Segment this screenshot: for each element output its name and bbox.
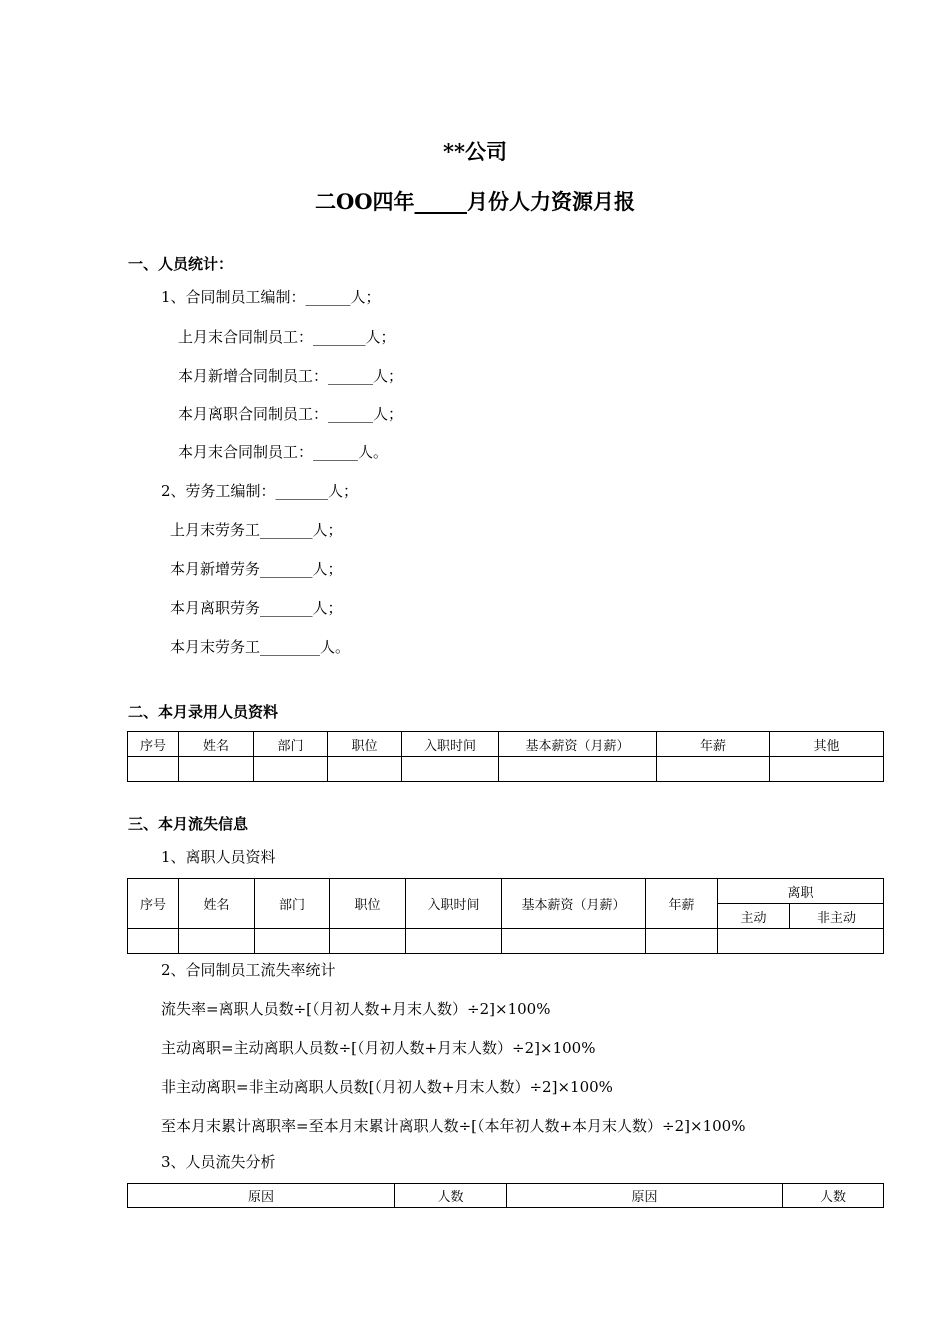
hire-table-row xyxy=(128,757,884,782)
hire-col-annual: 年薪 xyxy=(657,732,770,757)
analysis-table xyxy=(127,1183,884,1208)
table-cell[interactable] xyxy=(402,757,499,782)
report-title: 二OO四年_____月份人力资源月报 xyxy=(314,189,636,214)
formula-turnover-rate: 流失率=离职人员数÷[（月初人数+月末人数）÷2]×100% xyxy=(161,1000,551,1018)
table-cell[interactable] xyxy=(499,757,657,782)
analysis-col-count-2: 人数 xyxy=(783,1184,884,1208)
table-cell[interactable] xyxy=(179,929,255,954)
leave-table xyxy=(127,878,884,954)
leave-col-annual: 年薪 xyxy=(646,879,718,929)
table-cell[interactable] xyxy=(255,929,330,954)
leave-col-involuntary: 非主动 xyxy=(790,904,884,929)
hire-col-name: 姓名 xyxy=(179,732,254,757)
leave-col-position: 职位 xyxy=(330,879,406,929)
leave-table-header xyxy=(128,879,884,904)
table-cell[interactable] xyxy=(128,757,179,782)
turnover-subheading: 2、合同制员工流失率统计 xyxy=(161,961,336,979)
analysis-col-reason-2: 原因 xyxy=(507,1184,783,1208)
leave-col-name: 姓名 xyxy=(179,879,255,929)
hire-col-dept: 部门 xyxy=(254,732,328,757)
formula-cumulative: 至本月末累计离职率=至本月末累计离职人数÷[（本年初人数+本月末人数）÷2]×100% xyxy=(161,1117,746,1135)
table-cell[interactable] xyxy=(718,929,884,954)
leave-col-voluntary: 主动 xyxy=(718,904,790,929)
leave-col-group: 离职 xyxy=(718,879,884,904)
table-cell[interactable] xyxy=(254,757,328,782)
leave-col-dept: 部门 xyxy=(255,879,330,929)
contract-new-line: 本月新增合同制员工：______人； xyxy=(178,367,404,385)
table-cell[interactable] xyxy=(657,757,770,782)
formula-voluntary: 主动离职=主动离职人员数÷[（月初人数+月末人数）÷2]×100% xyxy=(161,1039,596,1057)
leave-table-row xyxy=(128,929,884,954)
section1-heading: 一、人员统计： xyxy=(128,255,234,273)
table-cell[interactable] xyxy=(179,757,254,782)
contract-end-line: 本月末合同制员工：______人。 xyxy=(178,443,389,461)
hire-col-salary: 基本薪资（月薪） xyxy=(499,732,657,757)
labor-left-line: 本月离职劳务_______人； xyxy=(170,599,343,617)
hire-col-index: 序号 xyxy=(128,732,179,757)
leave-col-index: 序号 xyxy=(128,879,179,929)
analysis-table-header xyxy=(128,1184,884,1208)
table-cell[interactable] xyxy=(330,929,406,954)
labor-end-line: 本月末劳务工________人。 xyxy=(170,638,351,656)
hire-table-header xyxy=(128,732,884,757)
analysis-col-count-1: 人数 xyxy=(395,1184,507,1208)
analysis-col-reason-1: 原因 xyxy=(128,1184,395,1208)
hire-col-hire-date: 入职时间 xyxy=(402,732,499,757)
leave-subheading: 1、离职人员资料 xyxy=(161,848,276,866)
contract-last-line: 上月末合同制员工：_______人； xyxy=(178,328,396,346)
formula-involuntary: 非主动离职=非主动离职人员数[（月初人数+月末人数）÷2]×100% xyxy=(161,1078,613,1096)
section2-heading: 二、本月录用人员资料 xyxy=(128,703,279,721)
hire-col-other: 其他 xyxy=(770,732,884,757)
table-cell[interactable] xyxy=(128,929,179,954)
analysis-subheading: 3、人员流失分析 xyxy=(161,1153,276,1171)
table-cell[interactable] xyxy=(502,929,646,954)
labor-new-line: 本月新增劳务_______人； xyxy=(170,560,343,578)
section3-heading: 三、本月流失信息 xyxy=(128,815,249,833)
labor-total-line: 2、劳务工编制：_______人； xyxy=(161,482,359,500)
table-cell[interactable] xyxy=(328,757,402,782)
hire-table xyxy=(127,731,884,782)
table-cell[interactable] xyxy=(770,757,884,782)
company-title: **公司 xyxy=(443,139,507,164)
labor-last-line: 上月末劳务工_______人； xyxy=(170,521,343,539)
hire-col-position: 职位 xyxy=(328,732,402,757)
table-cell[interactable] xyxy=(406,929,502,954)
leave-col-salary: 基本薪资（月薪） xyxy=(502,879,646,929)
leave-col-hire-date: 入职时间 xyxy=(406,879,502,929)
contract-left-line: 本月离职合同制员工：______人； xyxy=(178,405,404,423)
contract-total-line: 1、合同制员工编制：______人； xyxy=(161,288,381,306)
table-cell[interactable] xyxy=(646,929,718,954)
